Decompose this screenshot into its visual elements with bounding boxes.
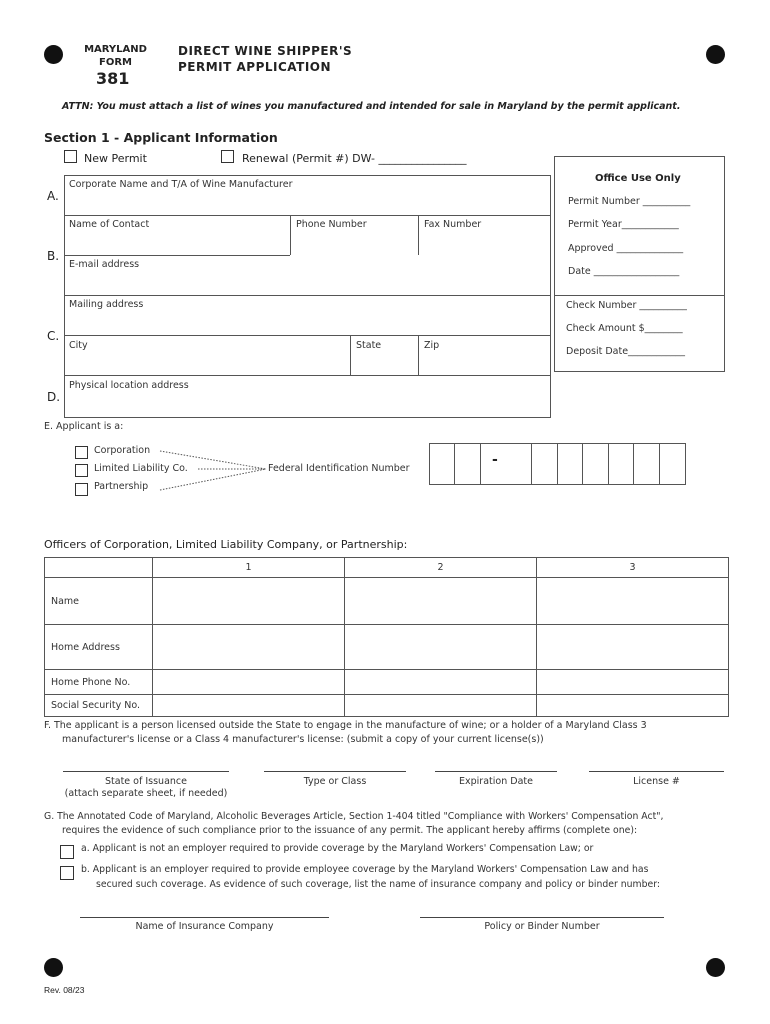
corporation-checkbox[interactable] [75,446,88,459]
section-g-line1: G. The Annotated Code of Maryland, Alcoholic Beverages Article, Section 1-404 titled "Compliance with Workers' Compensation Act", [44,811,664,822]
officer-3-address-cell[interactable] [537,625,729,670]
state-of-issuance-line[interactable] [63,771,229,772]
officer-1-phone-cell[interactable] [153,670,345,695]
option-a-text: a. Applicant is not an employer required to provide coverage by the Maryland Workers' Compensation Law; or [81,843,594,854]
type-or-class-line[interactable] [264,771,406,772]
form-number: 381 [96,69,130,88]
row-c-label: C. [47,329,60,343]
applicant-type-label: E. Applicant is a: [44,421,124,432]
license-number-line[interactable] [589,771,724,772]
officer-col-3: 3 [537,558,729,578]
officer-3-phone-cell[interactable] [537,670,729,695]
fax-number-field[interactable]: Fax Number [424,219,482,230]
registration-dot-top-right [706,45,725,64]
section1-title: Section 1 - Applicant Information [44,130,278,145]
officer-col-1: 1 [153,558,345,578]
llc-label: Limited Liability Co. [94,463,188,474]
mailing-address-field[interactable]: Mailing address [69,299,144,310]
officer-row-ssn: Social Security No. [45,695,153,717]
partnership-checkbox[interactable] [75,483,88,496]
expiration-date-label: Expiration Date [459,776,533,787]
officers-title: Officers of Corporation, Limited Liability Company, or Partnership: [44,538,408,551]
section-f-line2: manufacturer's license or a Class 4 manufacturer's license: (submit a copy of your current license(s)) [62,734,544,745]
permit-year-field: Permit Year____________ [568,219,679,230]
registration-dot-bottom-left [44,958,63,977]
officer-2-name-cell[interactable] [345,578,537,625]
new-permit-checkbox[interactable] [64,150,77,163]
expiration-date-line[interactable] [435,771,557,772]
connector-lines [158,445,270,493]
officer-3-name-cell[interactable] [537,578,729,625]
physical-address-field[interactable]: Physical location address [69,380,189,391]
state-of-issuance-label: State of Issuance [105,776,187,787]
row-a-label: A. [47,189,59,203]
officer-row-name: Name [45,578,153,625]
form-title-line2: PERMIT APPLICATION [178,60,332,74]
officer-row-home-phone: Home Phone No. [45,670,153,695]
llc-checkbox[interactable] [75,464,88,477]
officer-row-home-address: Home Address [45,625,153,670]
option-b-checkbox[interactable] [60,866,74,880]
contact-name-field[interactable]: Name of Contact [69,219,150,230]
permit-number-field: Permit Number __________ [568,196,691,207]
insurance-company-line[interactable] [80,917,329,918]
fein-dash: - [492,452,498,468]
policy-number-line[interactable] [420,917,664,918]
revision-label: Rev. 08/23 [44,985,85,995]
insurance-company-label: Name of Insurance Company [135,921,274,932]
form-word: FORM [99,57,132,68]
check-number-field: Check Number __________ [566,300,687,311]
officer-2-ssn-cell[interactable] [345,695,537,717]
officers-table [44,557,729,717]
officer-col-2: 2 [345,558,537,578]
officer-2-phone-cell[interactable] [345,670,537,695]
renewal-label: Renewal (Permit #) DW- ________________ [242,152,467,165]
state-label: MARYLAND [84,44,147,55]
officer-3-ssn-cell[interactable] [537,695,729,717]
partnership-label: Partnership [94,481,149,492]
zip-field[interactable]: Zip [424,340,440,351]
phone-number-field[interactable]: Phone Number [296,219,367,230]
deposit-date-field: Deposit Date____________ [566,346,686,357]
city-field[interactable]: City [69,340,88,351]
section-g-line2: requires the evidence of such compliance prior to the issuance of any permit. The applicant hereby affirms (complete one): [62,825,638,836]
officer-2-address-cell[interactable] [345,625,537,670]
attach-sheet-note: (attach separate sheet, if needed) [64,788,228,799]
row-b-label: B. [47,249,60,263]
corporate-name-field[interactable]: Corporate Name and T/A of Wine Manufacturer [69,179,293,190]
officer-1-name-cell[interactable] [153,578,345,625]
check-amount-field: Check Amount $________ [566,323,683,334]
office-date-field: Date __________________ [568,266,680,277]
registration-dot-bottom-right [706,958,725,977]
renewal-checkbox[interactable] [221,150,234,163]
fein-label: Federal Identification Number [268,463,410,474]
license-number-label: License # [633,776,680,787]
option-b-text-line2: secured such coverage. As evidence of such coverage, list the name of insurance company and policy or binder number: [96,879,661,890]
new-permit-label: New Permit [84,152,147,165]
section-f-line1: F. The applicant is a person licensed outside the State to engage in the manufacture of wine; or a holder of a Maryland Class 3 [44,720,647,731]
policy-number-label: Policy or Binder Number [484,921,600,932]
officer-1-ssn-cell[interactable] [153,695,345,717]
option-a-checkbox[interactable] [60,845,74,859]
office-use-box [554,156,725,372]
type-or-class-label: Type or Class [303,776,367,787]
row-d-label: D. [47,390,61,404]
officer-1-address-cell[interactable] [153,625,345,670]
email-field[interactable]: E-mail address [69,259,140,270]
approved-field: Approved ______________ [568,243,684,254]
attn-note: ATTN: You must attach a list of wines you manufactured and intended for sale in Maryland by the permit applicant. [62,101,681,112]
form-title-line1: DIRECT WINE SHIPPER'S [178,44,353,58]
state-field[interactable]: State [356,340,382,351]
option-b-text-line1: b. Applicant is an employer required to provide employee coverage by the Maryland Workers' Compensation Law and has [81,864,649,875]
corporation-label: Corporation [94,445,151,456]
office-use-title: Office Use Only [595,173,681,184]
registration-dot-top-left [44,45,63,64]
